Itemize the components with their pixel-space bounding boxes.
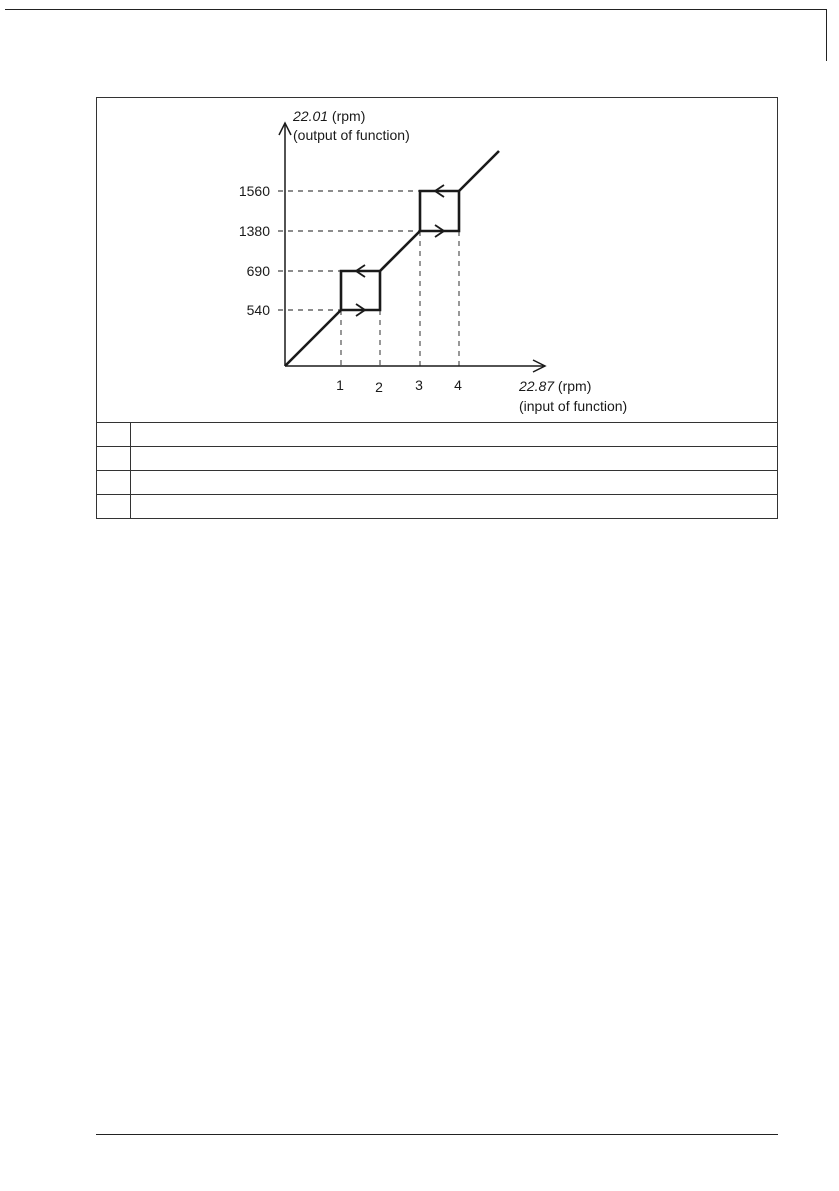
y-axis-unit: (rpm) — [328, 108, 366, 124]
y-axis-title-line1 — [292, 108, 365, 124]
legend-row — [97, 495, 778, 519]
x-axis-unit: (rpm) — [554, 378, 592, 394]
page-corner-mark — [826, 9, 827, 61]
function-curve — [285, 151, 499, 366]
x-tick-labels — [336, 377, 462, 395]
legend-row — [97, 471, 778, 495]
x-axis-param: 22.87 — [519, 378, 555, 394]
x-tick-label: 2 — [375, 379, 383, 395]
y-tick-label: 540 — [246, 302, 270, 318]
legend-text-cell — [131, 495, 778, 519]
page-bottom-rule — [96, 1134, 778, 1135]
hysteresis-chart — [96, 97, 778, 423]
legend-key-cell — [97, 447, 131, 471]
legend-key-cell — [97, 423, 131, 447]
y-tick-labels — [239, 183, 270, 318]
x-axis-title-line1 — [518, 378, 591, 394]
legend-row — [97, 447, 778, 471]
curve-segment-0 — [285, 310, 341, 366]
y-axis-title — [292, 108, 410, 143]
legend-table — [96, 422, 778, 519]
legend-text-cell — [131, 447, 778, 471]
y-axis-param: 22.01 — [293, 108, 329, 124]
x-axis-subtitle: (input of function) — [519, 398, 628, 414]
curve-segment-1 — [380, 231, 420, 271]
y-axis-subtitle: (output of function) — [293, 127, 410, 143]
x-tick-label: 1 — [336, 377, 344, 393]
page-top-rule — [5, 9, 827, 10]
axes — [279, 123, 545, 372]
legend-text-cell — [131, 471, 778, 495]
y-tick-label: 690 — [246, 263, 270, 279]
y-tick-label: 1380 — [238, 223, 270, 239]
legend-text-cell — [131, 423, 778, 447]
x-tick-label: 4 — [454, 377, 462, 393]
legend-key-cell — [97, 471, 131, 495]
hysteresis-loop-2 — [420, 191, 459, 231]
legend-row — [97, 423, 778, 447]
x-axis-title — [518, 378, 627, 414]
hysteresis-loop-1 — [341, 271, 380, 310]
legend-key-cell — [97, 495, 131, 519]
reference-dashed-lines — [278, 191, 459, 367]
y-tick-label: 1560 — [238, 183, 270, 199]
curve-segment-2 — [459, 151, 499, 191]
x-tick-label: 3 — [415, 377, 423, 393]
